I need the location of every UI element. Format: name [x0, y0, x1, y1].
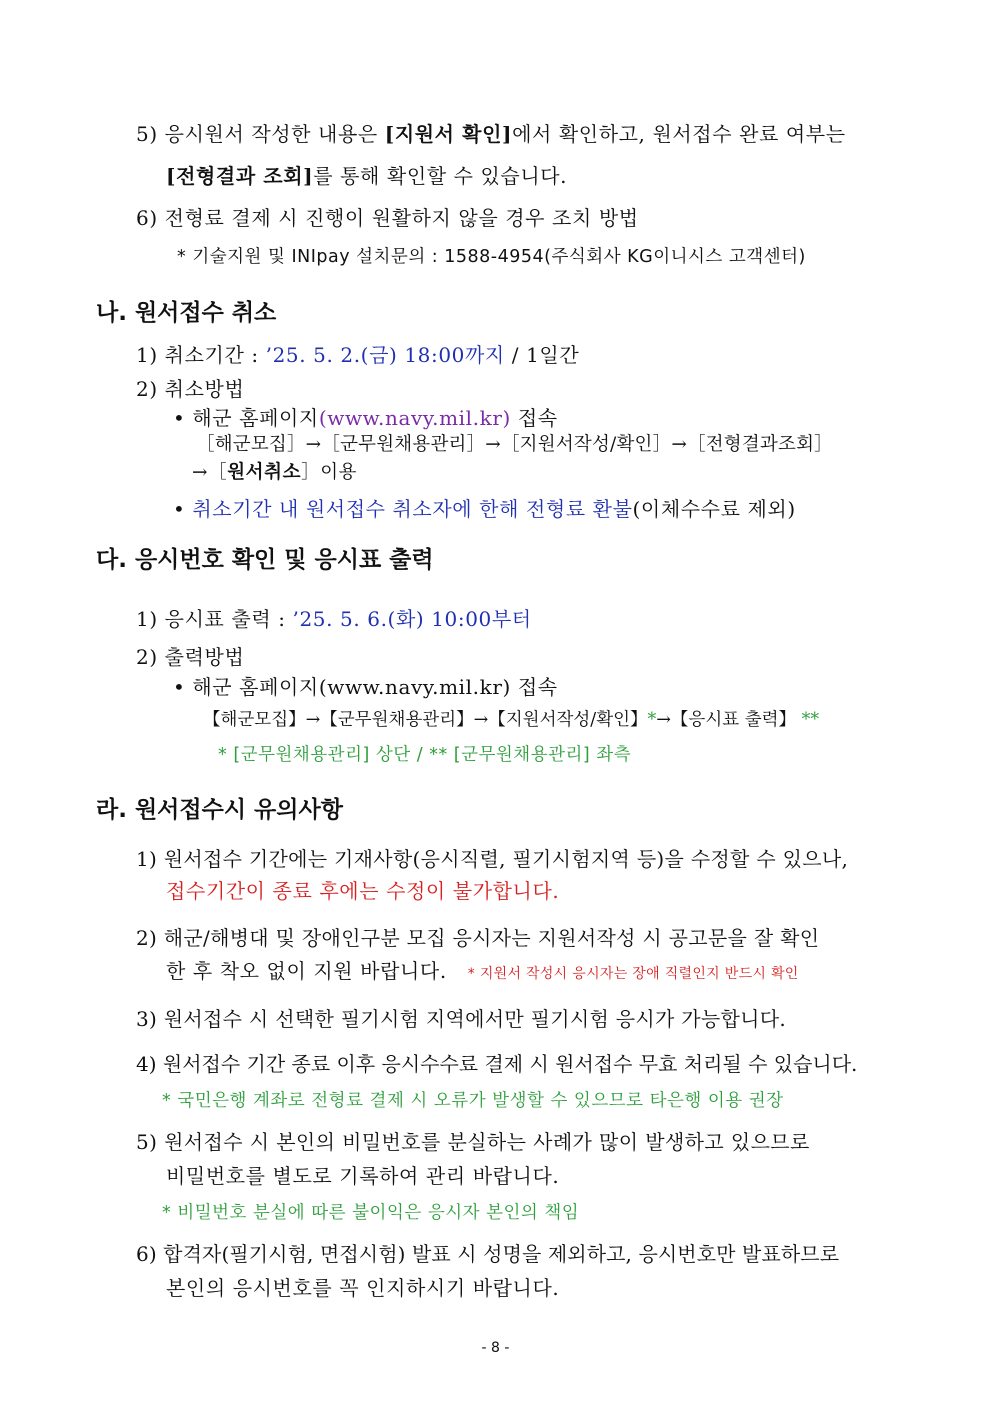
- section-heading-ra: 라. 원서접수시 유의사항: [96, 797, 343, 823]
- ra-item-1-line-2: 접수기간이 종료 후에는 수정이 불가합니다.: [166, 879, 560, 903]
- text: 1) 응시표 출력 :: [136, 607, 293, 631]
- section-heading-da: 다. 응시번호 확인 및 응시표 출력: [96, 547, 434, 573]
- ra-item-5-line-1: 5) 원서접수 시 본인의 비밀번호를 분실하는 사례가 많이 발생하고 있으므로: [136, 1130, 810, 1154]
- cancel-period: ’25. 5. 2.(금) 18:00까지: [265, 343, 505, 367]
- ra-item-1-line-1: 1) 원서접수 기간에는 기재사항(응시직렬, 필기시험지역 등)을 수정할 수 있으나,: [136, 847, 849, 871]
- bold-text: [전형결과 조회]: [166, 164, 314, 188]
- ra-item-5-note: * 비밀번호 분실에 따른 불이익은 응시자 본인의 책임: [162, 1203, 580, 1223]
- ra-item-2-line-2: [166, 957, 799, 988]
- da-item-2: 2) 출력방법: [136, 645, 245, 669]
- section-heading-na: 나. 원서접수 취소: [96, 300, 277, 326]
- na-bullet-2: [173, 495, 796, 523]
- ra-item-4: 4) 원서접수 기간 종료 이후 응시수수료 결제 시 원서접수 무효 처리될 수 있습니다.: [136, 1052, 858, 1076]
- item-6-note: * 기술지원 및 INIpay 설치문의 : 1588-4954(주식회사 KG이니시스 고객센터): [177, 247, 806, 267]
- bold-text: [지원서 확인]: [384, 122, 513, 146]
- ra-item-4-note: * 국민은행 계좌로 전형료 결제 시 오류가 발생할 수 있으므로 타은행 이용 권장: [162, 1091, 784, 1111]
- text: (이체수수료 제외): [632, 497, 796, 521]
- bold-text: 원서취소: [227, 462, 302, 483]
- ra-item-5-line-2: 비밀번호를 별도로 기록하여 관리 바랍니다.: [166, 1164, 560, 1188]
- na-item-2: 2) 취소방법: [136, 377, 245, 401]
- da-path: [203, 706, 819, 734]
- ra-item-3: 3) 원서접수 시 선택한 필기시험 지역에서만 필기시험 응시가 가능합니다.: [136, 1007, 787, 1031]
- da-note: * [군무원채용관리] 상단 / ** [군무원채용관리] 좌측: [218, 745, 632, 765]
- text: →【응시표 출력】: [656, 710, 797, 730]
- refund-notice: 취소기간 내 원서접수 취소자에 한해 전형료 환불: [192, 497, 633, 521]
- ra-item-6-line-1: 6) 합격자(필기시험, 면접시험) 발표 시 성명을 제외하고, 응시번호만 발표하므로: [136, 1242, 840, 1266]
- text: 1) 취소기간 :: [136, 343, 266, 367]
- text: 5) 응시원서 작성한 내용은: [136, 122, 385, 146]
- text: ］이용: [301, 462, 358, 483]
- asterisk: *: [647, 710, 657, 730]
- na-item-1: [136, 341, 579, 369]
- ra-item-6-line-2: 본인의 응시번호를 꼭 인지하시기 바랍니다.: [166, 1276, 560, 1300]
- text: / 1일간: [504, 343, 580, 367]
- item-5-line-2: [166, 162, 567, 190]
- text: •: [173, 497, 193, 521]
- item-5-line-1: [136, 120, 846, 148]
- text: • 해군 홈페이지: [173, 406, 319, 430]
- text: 한 후 착오 없이 지원 바랍니다.: [166, 959, 447, 983]
- page-number: - 8 -: [481, 1340, 510, 1356]
- na-bullet-1: [173, 404, 558, 432]
- item-6: 6) 전형료 결제 시 진행이 원활하지 않을 경우 조치 방법: [136, 206, 639, 230]
- print-date: ’25. 5. 6.(화) 10:00부터: [292, 607, 532, 631]
- na-path-line-1: ［해군모집］→［군무원채용관리］→［지원서작성/확인］→［전형결과조회］: [196, 434, 833, 455]
- text: 에서 확인하고, 원서접수 완료 여부는: [512, 122, 846, 146]
- asterisk: **: [801, 710, 820, 730]
- disability-note: * 지원서 작성시 응시자는 장애 직렬인지 반드시 확인: [467, 966, 799, 982]
- homepage-url: (www.navy.mil.kr): [318, 406, 511, 430]
- text: 를 통해 확인할 수 있습니다.: [313, 164, 568, 188]
- text: 접속: [510, 406, 558, 430]
- text: →［: [192, 462, 228, 483]
- na-path-line-2: [192, 459, 357, 487]
- da-bullet-1: • 해군 홈페이지(www.navy.mil.kr) 접속: [173, 675, 558, 699]
- da-item-1: [136, 605, 532, 633]
- text: 【해군모집】→【군무원채용관리】→【지원서작성/확인】: [203, 710, 648, 730]
- ra-item-2-line-1: 2) 해군/해병대 및 장애인구분 모집 응시자는 지원서작성 시 공고문을 잘 확인: [136, 926, 820, 950]
